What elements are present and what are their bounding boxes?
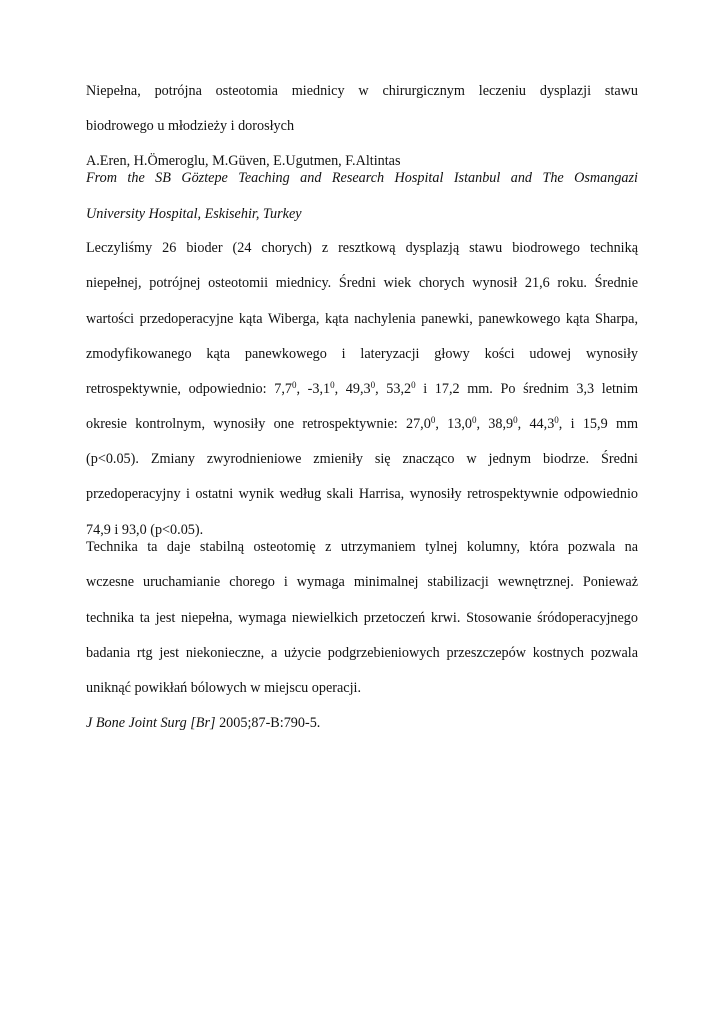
followup-values-line: okresie kontrolnym, wynosiły one retrospektywnie: 27,0$^0$, 13,0$^0$, 38,9$^0$, 44,3$^0$, i 15,9 mm (86, 415, 639, 433)
angle-value: -3,1 (307, 380, 331, 397)
degree-mark: 0 (471, 415, 477, 426)
degree-mark: 0 (291, 379, 297, 390)
text-line: technika ta jest niepełna, wymaga niewielkich przetoczeń krwi. Stosowanie śródoperacyjnego (86, 609, 638, 626)
angle-value: 44,3 (529, 416, 555, 433)
abstract-paragraph-results (86, 240, 638, 539)
text-line: Technika ta daje stabilną osteotomię z utrzymaniem tylnej kolumny, która pozwala na (86, 539, 638, 556)
article-abstract (86, 83, 638, 732)
abstract-paragraph-conclusions (86, 539, 638, 697)
title-line: biodrowego u młodzieży i dorosłych (86, 118, 295, 135)
degree-mark: 0 (554, 415, 559, 426)
affiliation (86, 170, 638, 223)
degree-mark: 0 (411, 379, 416, 390)
text-line: przedoperacyjny i ostatni wynik według skali Harrisa, wynosiły retrospektywnie odpowiednio (86, 486, 638, 503)
journal-name: J Bone Joint Surg [Br] (86, 714, 216, 731)
angle-value: 27,0 (405, 416, 431, 433)
abstract-body (86, 240, 638, 697)
line-suffix: i 15,9 mm (570, 416, 639, 433)
angle-value: 13,0 (447, 416, 472, 433)
text-line: badania rtg jest niekonieczne, a użycie podgrzebieniowych przeszczepów kostnych pozwala (86, 644, 638, 661)
text-line: uniknąć powikłań bólowych w miejscu operacji. (86, 680, 362, 696)
degree-mark: 0 (430, 415, 436, 426)
affiliation-line: From the SB Göztepe Teaching and Research Hospital Istanbul and The Osmangazi (86, 170, 638, 187)
degree-mark: 0 (513, 415, 518, 426)
affiliation-line: University Hospital, Eskisehir, Turkey (86, 205, 302, 222)
article-title (86, 83, 638, 136)
text-line: wartości przedoperacyjne kąta Wiberga, kąta nachylenia panewki, panewkowego kąta Sharpa, (86, 310, 638, 327)
text-line: zmodyfikowanego kąta panewkowego i lateryzacji głowy kości udowej wynosiły (86, 345, 638, 362)
author-list: A.Eren, H.Ömeroglu, M.Güven, E.Ugutmen, F.Altintas (86, 152, 401, 169)
text-line: niepełnej, potrójnej osteotomii miednicy. Średni wiek chorych wynosił 21,6 roku. Średnie (86, 275, 638, 292)
degree-mark: 0 (370, 379, 376, 390)
text-line: wczesne uruchamianie chorego i wymaga minimalnej stabilizacji wewnętrznej. Ponieważ (86, 574, 638, 591)
angle-value: 38,9 (488, 416, 514, 433)
text-line: 74,9 i 93,0 (p<0.05). (86, 521, 204, 538)
angle-value: 53,2 (386, 380, 412, 397)
line-prefix: retrospektywnie, odpowiednio: (86, 380, 267, 397)
degree-mark: 0 (330, 379, 335, 390)
line-prefix: okresie kontrolnym, wynosiły one retrospektywnie: (86, 416, 398, 433)
title-line: Niepełna, potrójna osteotomia miednicy w chirurgicznym leczeniu dysplazji stawu (86, 83, 638, 99)
text-line: Leczyliśmy 26 bioder (24 chorych) z resztkową dysplazją stawu biodrowego techniką (86, 240, 638, 257)
line-suffix: i 17,2 mm. Po średnim 3,3 letnim (423, 380, 639, 397)
angle-value: 7,7 (274, 380, 292, 397)
text-line: (p<0.05). Zmiany zwyrodnieniowe zmieniły się znacząco w jednym biodrze. Średni (86, 451, 638, 468)
citation-details: 2005;87-B:790-5. (219, 714, 321, 731)
preop-values-line: retrospektywnie, odpowiednio: $7,7^0$, $-3,1^0$, 49,3$^0$, 53,2$^0$ i 17,2 mm. Po średnim 3,3 letnim (86, 379, 639, 397)
journal-citation (86, 715, 638, 733)
angle-value: 49,3 (345, 380, 371, 397)
